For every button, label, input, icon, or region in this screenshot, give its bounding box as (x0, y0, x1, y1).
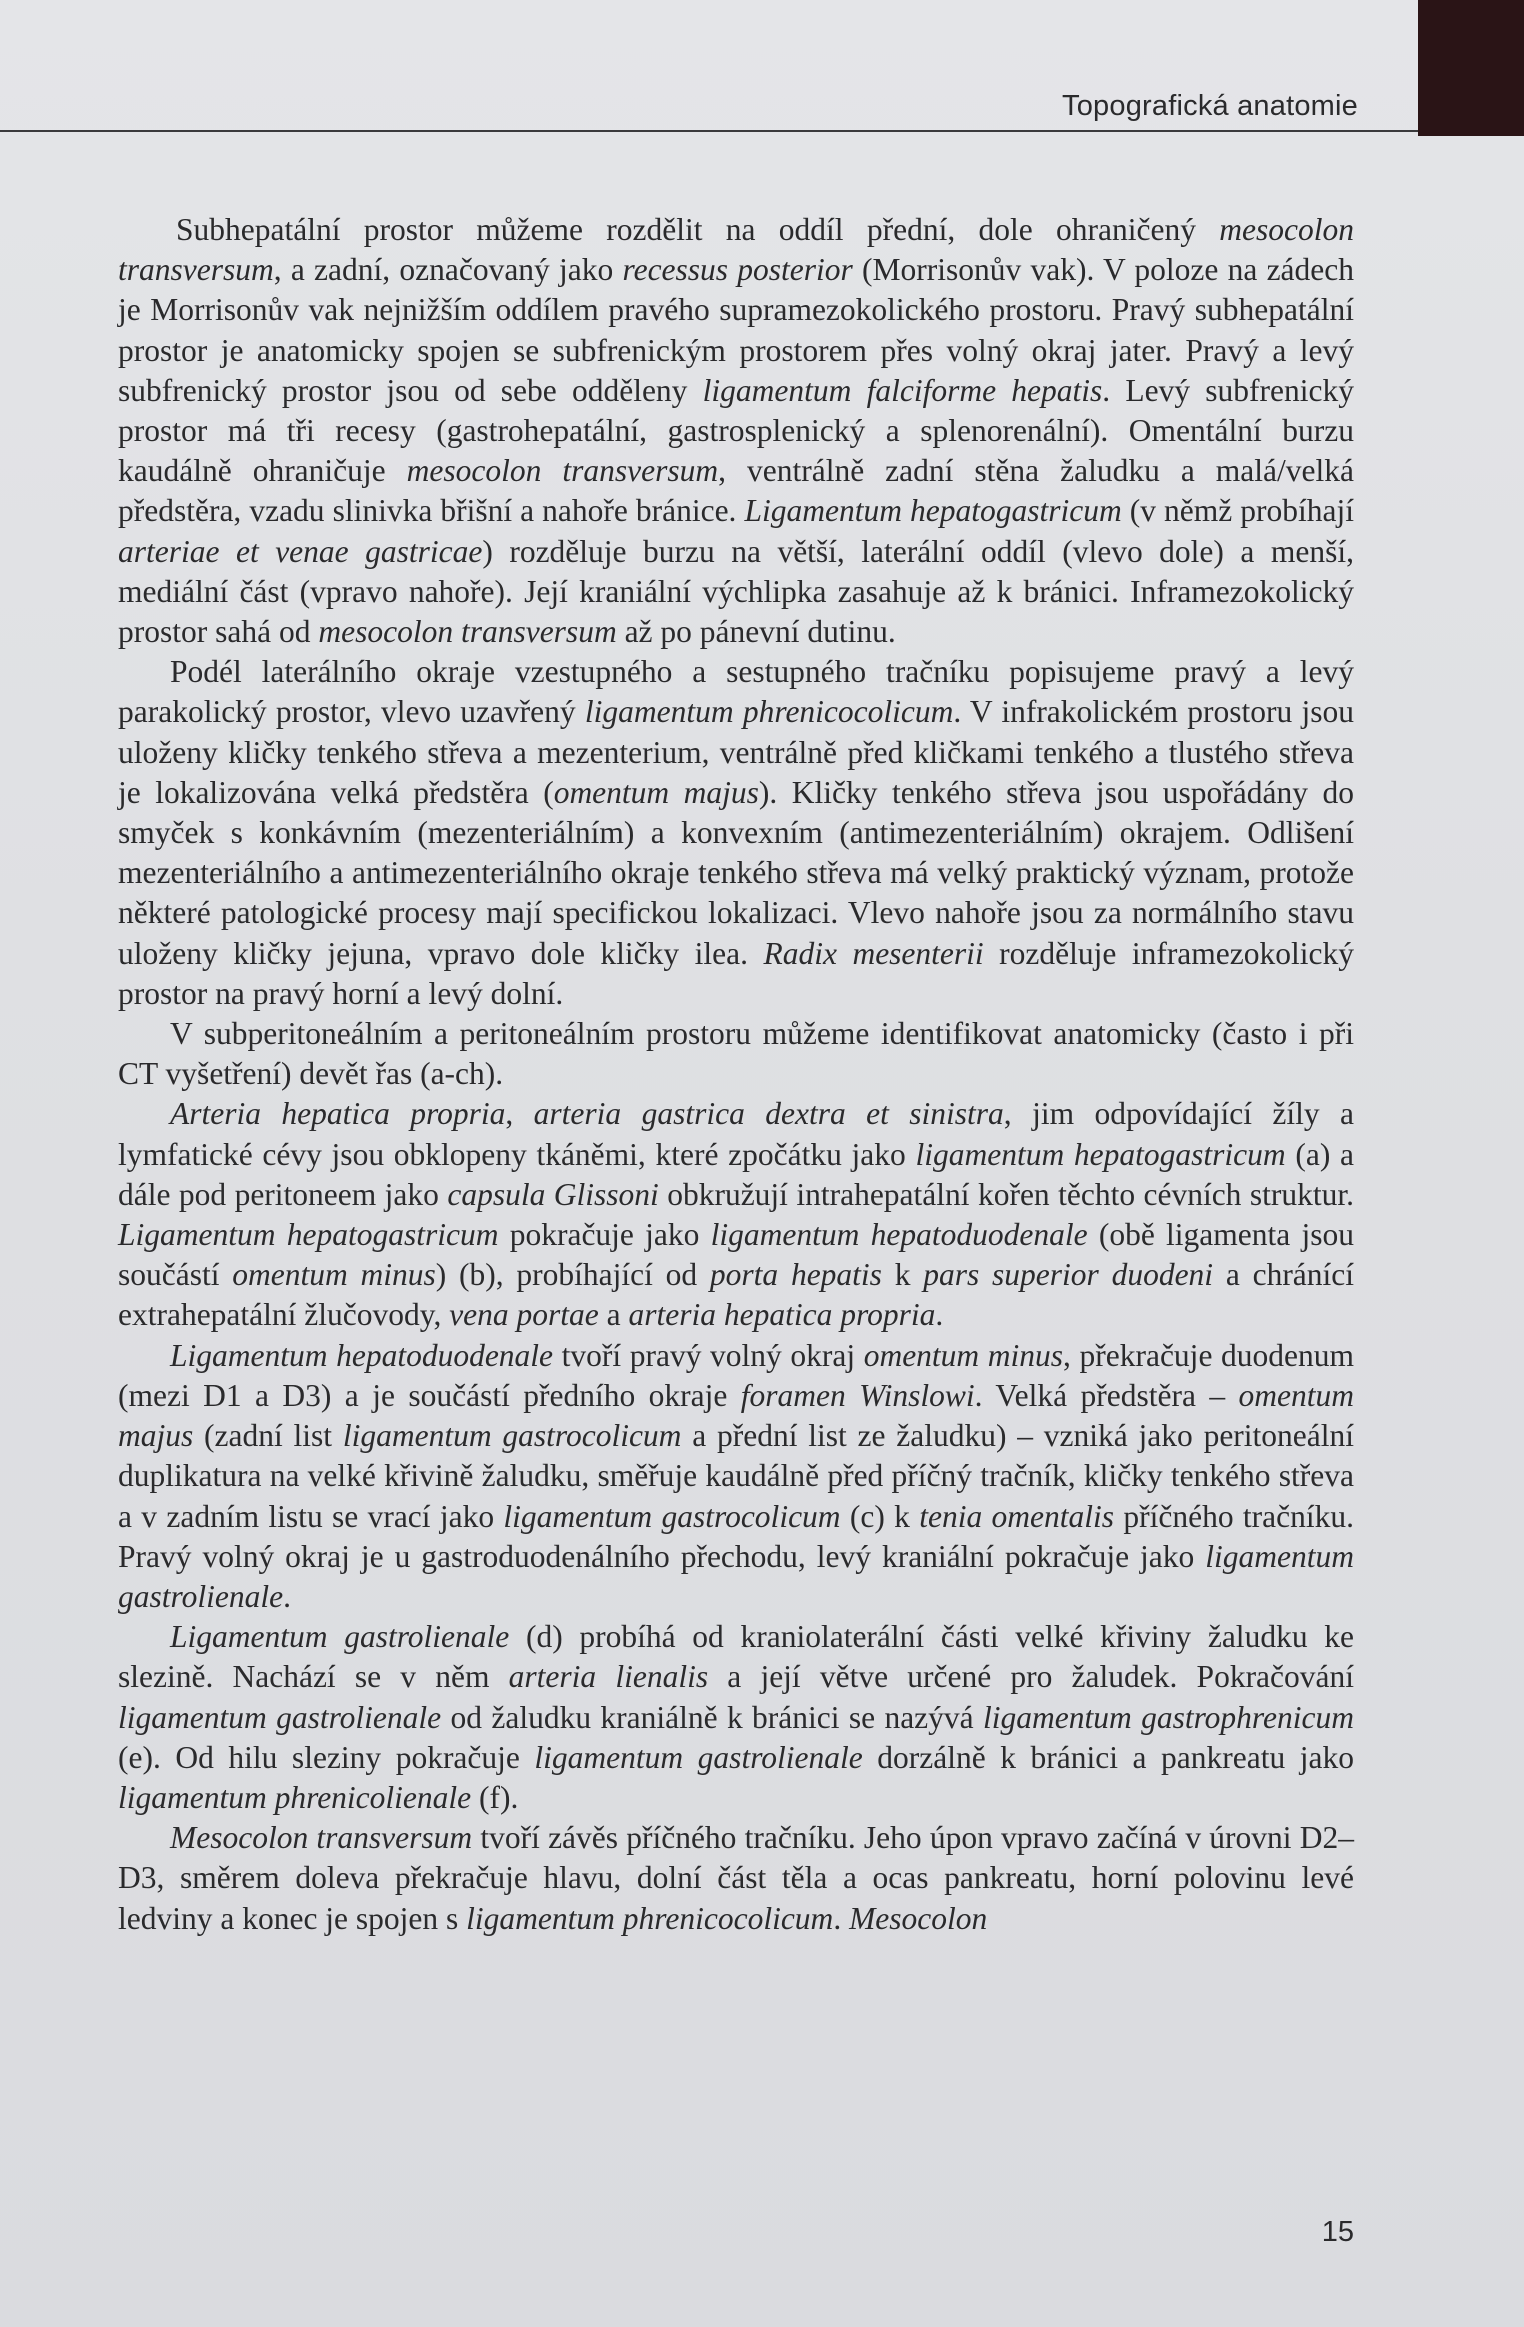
text-run: , ventrálně zadní stěna žaludku a malá/velká předstěra, vzadu slinivka břišní a nahoře bránice. (118, 453, 1354, 529)
text-run: . (833, 1900, 850, 1936)
text-run: tvoří závěs příčného tračníku. Jeho úpon vpravo začíná v úrovni D2– D3, směrem doleva překračuje hlavu, dolní část těla a ocas pankreatu, horní polovinu levé ledviny a konec je spojen s (118, 1820, 1354, 1936)
italic-term: ligamentum phrenicocolicum (466, 1900, 834, 1936)
text-run: , (505, 1096, 534, 1132)
page-number: 15 (1321, 2216, 1354, 2248)
paragraph (118, 1617, 1354, 1818)
text-run: k (881, 1257, 924, 1293)
paragraph (118, 1014, 1354, 1094)
paragraph (118, 1818, 1354, 1939)
text-run: a přední list ze žaludku) – vzniká jako peritoneální duplikatura na velké křivině žaludku, směřuje kaudálně před příčný tračník, kličky tenkého střeva a v zadním listu se vrací jako (118, 1418, 1355, 1534)
text-run: rozděluje inframezokolický prostor na pravý horní a levý dolní. (118, 935, 1354, 1011)
text-run: a chránící extrahepatální žlučovody, (118, 1257, 1355, 1333)
text-run: tvoří pravý volný okraj (553, 1337, 864, 1373)
text-run: od žaludku kraniálně k bránici se nazývá (441, 1699, 983, 1735)
italic-term: ligamentum phrenicocolicum (584, 694, 954, 730)
header-rule (0, 130, 1418, 132)
text-run: ). Kličky tenkého střeva jsou uspořádány do smyček s konkávním (mezenteriálním) a konvexním (antimezenteriálním) okrajem. Odlišení mezenteriálního a antimezenteriálního okraje tenkého střeva má velký praktický význam, protože některé patologické procesy mají specifickou lokalizaci. Vlevo nahoře jsou za normálního stavu uloženy kličky jejuna, vpravo dole kličky ilea. (118, 774, 1354, 971)
running-header: Topografická anatomie (1062, 90, 1358, 122)
italic-term: ligamentum gastrolienale (118, 1538, 1354, 1614)
text-run: (zadní list (193, 1418, 343, 1454)
italic-term: ligamentum hepatogastricum (915, 1136, 1286, 1172)
italic-term: ligamentum gastrocolicum (503, 1498, 841, 1534)
italic-term: omentum majus (553, 774, 759, 810)
italic-term: ligamentum gastrolienale (118, 1699, 442, 1735)
text-run: (e). Od hilu sleziny pokračuje (118, 1739, 535, 1775)
italic-term: recessus posterior (622, 252, 853, 288)
text-run: , překračuje duodenum (mezi D1 a D3) a je součástí předního okraje (118, 1337, 1354, 1413)
text-run: dorzálně k bránici a pankreatu jako (862, 1739, 1355, 1775)
text-run: . (935, 1297, 944, 1333)
italic-term: Mesocolon (849, 1900, 988, 1936)
italic-term: capsula Glissoni (447, 1176, 659, 1212)
italic-term: Arteria hepatica propria (170, 1096, 506, 1132)
text-run: a její větve určené pro žaludek. Pokračování (708, 1659, 1355, 1695)
italic-term: Ligamentum hepatoduodenale (170, 1337, 554, 1373)
text-run: Podél laterálního okraje vzestupného a sestupného tračníku popisujeme pravý a levý parakolický prostor, vlevo uzavřený (118, 654, 1354, 730)
italic-term: arteria hepatica propria (628, 1297, 936, 1333)
italic-term: ligamentum gastrophrenicum (983, 1699, 1354, 1735)
text-run: , jim odpovídající žíly a lymfatické cévy jsou obklopeny tkáněmi, které zpočátku jako (118, 1096, 1354, 1172)
italic-term: arteriae et venae gastricae (118, 533, 483, 569)
italic-term: vena portae (449, 1297, 599, 1333)
italic-term: mesocolon transversum (318, 614, 617, 650)
text-run: . Levý subfrenický prostor má tři recesy (gastrohepatální, gastrosplenický a splenorenální). Omentální burzu kaudálně ohraničuje (118, 372, 1354, 489)
text-run: až po pánevní dutinu. (616, 614, 896, 650)
text-run: (f). (471, 1779, 519, 1815)
italic-term: Ligamentum hepatogastricum (118, 1217, 499, 1253)
italic-term: mesocolon transversum (118, 212, 1354, 288)
paragraph (118, 1094, 1354, 1335)
text-run: příčného tračníku. Pravý volný okraj je u gastroduodenálního přechodu, levý kraniální pokračuje jako (118, 1498, 1354, 1574)
italic-term: ligamentum falciforme hepatis (702, 372, 1103, 408)
italic-term: mesocolon transversum (406, 453, 719, 489)
text-run: . (283, 1578, 291, 1614)
text-run: , a zadní, označovaný jako (273, 252, 623, 288)
italic-term: Ligamentum hepatogastricum (744, 493, 1122, 529)
text-run: . Velká předstěra – (974, 1377, 1239, 1413)
italic-term: porta hepatis (709, 1257, 882, 1293)
text-run: (d) probíhá od kraniolaterální části velké křiviny žaludku ke slezině. Nachází se v něm (118, 1619, 1354, 1695)
text-run: ) (b), probíhající od (435, 1257, 710, 1293)
text-run: Subhepatální prostor můžeme rozdělit na oddíl přední, dole ohraničený (176, 212, 1220, 247)
text-run: V subperitoneálním a peritoneálním prostoru můžeme identifikovat anatomicky (často i při CT vyšetření) devět řas (a-ch). (118, 1016, 1354, 1092)
italic-term: Ligamentum gastrolienale (170, 1619, 510, 1655)
italic-term: pars superior duodeni (923, 1257, 1214, 1293)
text-run: ) rozděluje burzu na větší, laterální oddíl (vlevo dole) a menší, mediální část (vpravo nahoře). Její kraniální výchlipka zasahuje až k bránici. Inframezokolický prostor sahá od (118, 533, 1354, 650)
italic-term: omentum minus (232, 1257, 436, 1293)
italic-term: ligamentum gastrocolicum (342, 1418, 682, 1454)
text-run: pokračuje jako (498, 1217, 711, 1253)
text-run: (obě ligamenta jsou součástí (118, 1217, 1354, 1293)
text-run: obkružují intrahepatální kořen těchto cévních struktur. (658, 1176, 1354, 1212)
italic-term: Radix mesenterii (763, 935, 984, 971)
paragraph (118, 1336, 1354, 1617)
italic-term: arteria gastrica dextra et sinistra (533, 1096, 1004, 1132)
text-run: (c) k (840, 1498, 920, 1534)
italic-term: ligamentum phrenicolienale (118, 1779, 472, 1815)
italic-term: ligamentum gastrolienale (534, 1739, 863, 1775)
text-run: . V infrakolickém prostoru jsou uloženy kličky tenkého střeva a mezenterium, ventrálně před kličkami tenkého a tlustého střeva je lokalizována velká předstěra ( (118, 694, 1354, 810)
italic-term: arteria lienalis (508, 1659, 709, 1695)
italic-term: tenia omentalis (919, 1498, 1115, 1534)
body-text (118, 210, 1354, 1939)
corner-tab (1418, 0, 1524, 136)
italic-term: Mesocolon transversum (170, 1820, 473, 1856)
italic-term: foramen Winslowi (740, 1377, 975, 1413)
italic-term: omentum majus (118, 1377, 1355, 1454)
text-run: (v němž probíhají (1121, 493, 1354, 529)
text-run: a (598, 1297, 629, 1333)
paragraph (118, 652, 1354, 1014)
italic-term: omentum minus (863, 1337, 1064, 1373)
paragraph (118, 210, 1354, 652)
text-run: (a) a dále pod peritoneem jako (118, 1136, 1354, 1212)
text-run: (Morrisonův vak). V poloze na zádech je Morrisonův vak nejnižším oddílem pravého supramezokolického prostoru. Pravý subhepatální prostor je anatomicky spojen se subfrenickým prostorem přes volný okraj jater. Pravý a levý subfrenický prostor jsou od sebe odděleny (118, 252, 1354, 408)
italic-term: ligamentum hepatoduodenale (710, 1217, 1088, 1253)
